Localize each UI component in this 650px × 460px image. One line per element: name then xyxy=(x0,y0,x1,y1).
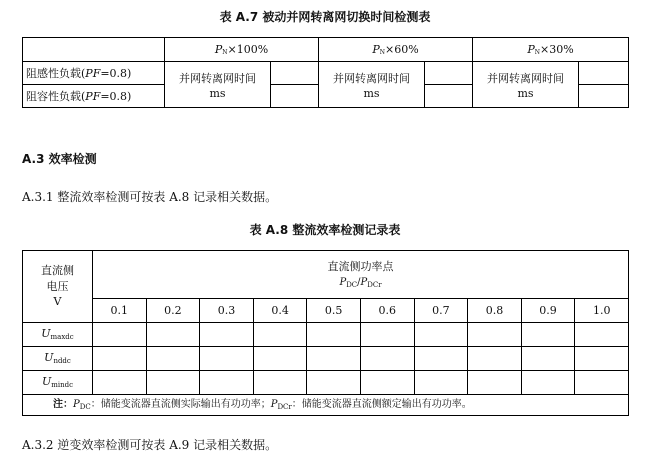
table-a8-row-header: 直流侧 电压 V xyxy=(23,251,93,323)
table-a8-input-cell[interactable] xyxy=(253,371,307,395)
table-a7-col-header: $P_N\times 30\%$ xyxy=(473,38,629,62)
table-a8-input-cell[interactable] xyxy=(575,323,629,347)
table-a7-corner xyxy=(23,38,165,62)
table-a7-input-cell[interactable] xyxy=(271,85,319,108)
table-a8-point: 0.9 xyxy=(521,299,575,323)
table-a8-input-cell[interactable] xyxy=(253,347,307,371)
table-a8-input-cell[interactable] xyxy=(521,347,575,371)
paragraph-a31: A.3.1 整流效率检测可按表 A.8 记录相关数据。 xyxy=(22,190,278,204)
table-a8-input-cell[interactable] xyxy=(414,347,468,371)
table-a8-input-cell[interactable] xyxy=(307,347,361,371)
table-a8-input-cell[interactable] xyxy=(468,323,522,347)
table-a8-power-header: 直流侧功率点 $P_{DC}/P_{DCr}$ xyxy=(93,251,629,299)
table-a7-cell-unit: ms xyxy=(165,85,271,108)
table-a8-input-cell[interactable] xyxy=(146,371,200,395)
table-a8-input-cell[interactable] xyxy=(468,371,522,395)
table-a8-input-cell[interactable] xyxy=(146,347,200,371)
table-a8-input-cell[interactable] xyxy=(200,371,254,395)
table-a8-input-cell[interactable] xyxy=(575,371,629,395)
table-a8-input-cell[interactable] xyxy=(360,323,414,347)
table-a8-note: 注：$P_{DC}$：储能变流器直流侧实际输出有功功率；$P_{DCr}$：储能变流器直流侧额定输出有功功率。 xyxy=(23,395,629,416)
table-a7-row-label: 阻感性负载(PF=0.8) xyxy=(23,62,165,85)
table-a8-voltage-row xyxy=(23,323,629,347)
table-a7-row-label: 阻容性负载(PF=0.8) xyxy=(23,85,165,108)
table-a8-voltage-row xyxy=(23,371,629,395)
table-a8-input-cell[interactable] xyxy=(307,371,361,395)
table-a8-point: 0.5 xyxy=(307,299,361,323)
table-a8-input-cell[interactable] xyxy=(307,323,361,347)
paragraph-a32: A.3.2 逆变效率检测可按表 A.9 记录相关数据。 xyxy=(22,438,278,452)
table-a8-point: 0.1 xyxy=(93,299,147,323)
table-a7 xyxy=(22,37,629,108)
table-a7-cell-label: 并网转离网时间 xyxy=(165,62,271,85)
section-a3-heading: A.3 效率检测 xyxy=(22,152,97,166)
table-a8-voltage-label: $U_{maxdc}$ xyxy=(23,323,93,347)
table-a8-points-row xyxy=(23,299,629,323)
table-a8-voltage-row xyxy=(23,347,629,371)
table-a8-input-cell[interactable] xyxy=(200,323,254,347)
table-a8-input-cell[interactable] xyxy=(521,323,575,347)
table-a8-point: 0.7 xyxy=(414,299,468,323)
table-a7-cell-label: 并网转离网时间 xyxy=(319,62,425,85)
table-a8-input-cell[interactable] xyxy=(468,347,522,371)
table-a8-input-cell[interactable] xyxy=(253,323,307,347)
table-a7-col-header: $P_N\times 100\%$ xyxy=(165,38,319,62)
table-a8-input-cell[interactable] xyxy=(360,371,414,395)
table-a8-input-cell[interactable] xyxy=(360,347,414,371)
table-a8-input-cell[interactable] xyxy=(414,371,468,395)
table-a8-input-cell[interactable] xyxy=(93,347,147,371)
table-a8-input-cell[interactable] xyxy=(200,347,254,371)
table-a8 xyxy=(22,250,629,416)
table-a8-point: 0.2 xyxy=(146,299,200,323)
table-a8-caption: 表 A.8 整流效率检测记录表 xyxy=(249,223,401,237)
table-a7-cell-label: 并网转离网时间 xyxy=(473,62,579,85)
table-a7-cell-unit: ms xyxy=(473,85,579,108)
table-a7-cell-unit: ms xyxy=(319,85,425,108)
table-a8-input-cell[interactable] xyxy=(93,371,147,395)
table-a7-caption: 表 A.7 被动并网转离网切换时间检测表 xyxy=(219,10,431,24)
table-a8-point: 0.8 xyxy=(468,299,522,323)
table-a7-input-cell[interactable] xyxy=(579,62,629,85)
table-a7-input-cell[interactable] xyxy=(425,62,473,85)
table-a8-point: 0.3 xyxy=(200,299,254,323)
table-a8-voltage-label: $U_{nddc}$ xyxy=(23,347,93,371)
table-a8-input-cell[interactable] xyxy=(575,347,629,371)
table-a8-input-cell[interactable] xyxy=(521,371,575,395)
table-a8-point: 1.0 xyxy=(575,299,629,323)
table-a7-input-cell[interactable] xyxy=(425,85,473,108)
table-a8-input-cell[interactable] xyxy=(146,323,200,347)
table-a7-col-header: $P_N\times 60\%$ xyxy=(319,38,473,62)
table-a7-input-cell[interactable] xyxy=(271,62,319,85)
table-a8-point: 0.6 xyxy=(360,299,414,323)
table-a8-point: 0.4 xyxy=(253,299,307,323)
table-a8-voltage-label: $U_{mindc}$ xyxy=(23,371,93,395)
table-a8-input-cell[interactable] xyxy=(93,323,147,347)
table-a8-input-cell[interactable] xyxy=(414,323,468,347)
table-a7-input-cell[interactable] xyxy=(579,85,629,108)
